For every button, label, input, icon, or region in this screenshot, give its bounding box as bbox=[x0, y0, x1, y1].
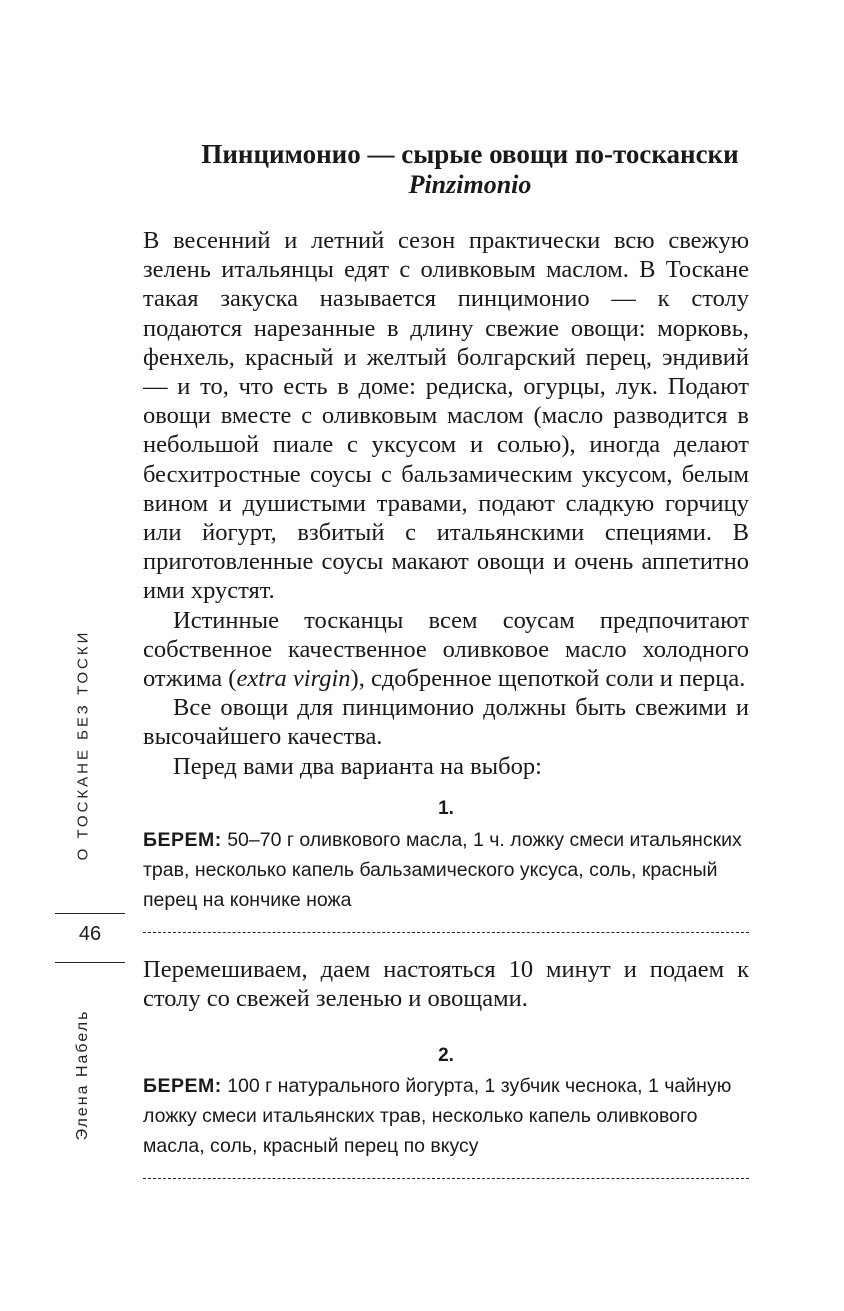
intro-paragraph-1: В весенний и летний сезон практически всю свежую зелень итальянцы едят с оливковым маслом. В Тоскане такая закуска называется пинцимонио — к столу подаются нарезанные в длину свежие овощи: морковь, фенхель, красный и желтый болгарский перец, эндивий — и то, что есть в доме: редиска, огурцы, лук. Подают овощи вместе с оливковым маслом (масло разводится в небольшой пиале с уксусом и солью), иногда делают бесхитростные соусы с бальзамическим уксусом, белым вином и душистыми травами, подают сладкую горчицу или йогурт, взбитый с итальянскими специями. В приготовленные соусы макают овощи и очень аппетитно ими хрустят. bbox=[143, 227, 749, 605]
recipe-1-method: Перемешиваем, даем настояться 10 минут и подаем к столу со свежей зеленью и овощами. bbox=[143, 956, 749, 1013]
recipe-2-number: 2. bbox=[438, 1045, 454, 1066]
ingredients-lead: БЕРЕМ: bbox=[143, 1075, 222, 1097]
ingredients-lead: БЕРЕМ: bbox=[143, 829, 222, 851]
running-head-book-title: О ТОСКАНЕ БЕЗ ТОСКИ bbox=[74, 629, 92, 861]
recipe-subtitle: Pinzimonio bbox=[408, 170, 532, 199]
extra-virgin-term: extra virgin bbox=[236, 665, 351, 693]
recipe-2-ingredients: БЕРЕМ: 100 г натурального йогурта, 1 зубчик чеснока, 1 чайную ложку смеси итальянских трав, несколько капель оливкового масла, соль, красный перец по вкусу bbox=[143, 1075, 732, 1157]
recipe-title: Пинцимонио — сырые овощи по-тоскански bbox=[201, 139, 739, 169]
recipe-1-ingredients: БЕРЕМ: 50–70 г оливкового масла, 1 ч. ложку смеси итальянских трав, несколько капель бальзамического уксуса, соль, красный перец на кончике ножа bbox=[143, 829, 742, 911]
running-head-author: Элена Набель bbox=[74, 1009, 91, 1141]
recipe-1-number: 1. bbox=[438, 798, 454, 819]
intro-paragraph-3: Все овощи для пинцимонио должны быть свежими и высочайшего качества. bbox=[143, 694, 749, 751]
intro-paragraph-4: Перед вами два варианта на выбор: bbox=[173, 752, 542, 780]
dashed-divider bbox=[143, 1178, 749, 1179]
dashed-divider bbox=[143, 932, 749, 933]
page-number: 46 bbox=[55, 913, 125, 963]
intro-text bbox=[143, 226, 749, 781]
intro-paragraph-2: Истинные тосканцы всем соусам предпочитают собственное качественное оливковое масло холодного отжима (extra virgin), сдобренное щепоткой соли и перца. bbox=[143, 606, 749, 693]
